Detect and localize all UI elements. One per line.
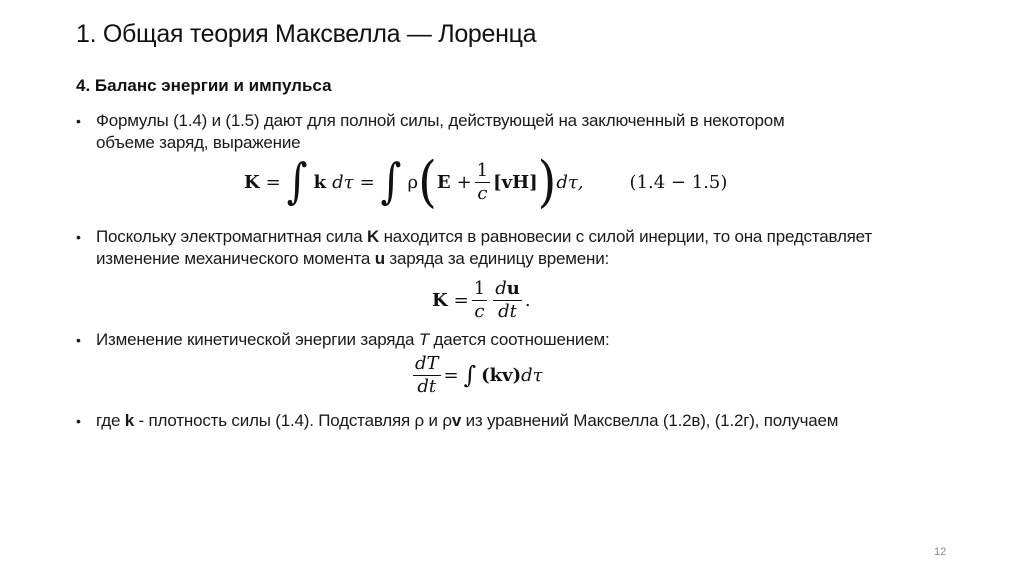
formula-symbol: dτ, [556, 171, 584, 193]
formula-symbol: k [313, 171, 327, 193]
equation-number: (1.4 − 1.5) [629, 171, 728, 193]
formula-kinetic-energy [410, 344, 543, 406]
bullet-marker: • [76, 332, 81, 348]
formula-symbol: = [453, 289, 469, 311]
fraction-denominator: c [474, 300, 485, 322]
fraction [493, 278, 522, 323]
bullet-text: где k - плотность силы (1.4). Подставляя ρ и ρv из уравнений Максвелла (1.2в), (1.2г), получаем [96, 411, 839, 430]
bullet-marker: • [76, 229, 81, 245]
left-paren: ( [418, 149, 437, 215]
fraction-denominator: dt [417, 375, 437, 397]
formula-symbol: dτ [332, 171, 354, 193]
bullet-marker: • [76, 113, 81, 129]
formula-symbol: dτ [521, 364, 543, 386]
fraction-numerator: dT [415, 352, 439, 374]
right-paren: ) [537, 149, 557, 215]
bullet-item-4 [76, 410, 876, 432]
integral-sign: ∫ [380, 154, 402, 210]
slide-title: 1. Общая теория Максвелла — Лоренца [76, 20, 537, 48]
bullet-marker: • [76, 413, 81, 429]
fraction-numerator: 1 [473, 277, 486, 299]
formula-symbol: ρ [407, 171, 419, 193]
formula-symbol: + [456, 171, 472, 193]
section-heading: 4. Баланс энергии и импульса [76, 76, 332, 95]
bullet-text: Формулы (1.4) и (1.5) дают для полной силы, действующей на заключенный в некотором объеме заряд, выражение [96, 111, 785, 152]
formula-symbol: K [432, 289, 448, 311]
integral-sign: ∫ [463, 361, 477, 389]
formula-symbol: [vH] [493, 171, 538, 193]
fraction-denominator: dt [498, 300, 517, 322]
fraction [475, 160, 490, 205]
fraction [413, 353, 441, 398]
bullet-text: Поскольку электромагнитная сила K находится в равновесии с силой инерции, то она представляет изменение механического момента u заряда за единицу времени: [96, 227, 872, 268]
page-number: 12 [934, 546, 947, 558]
formula-force-momentum [432, 273, 531, 327]
bullet-item-2 [76, 226, 876, 270]
fraction-denominator: c [477, 182, 488, 204]
formula-symbol: = [359, 171, 375, 193]
integral-sign: ∫ [286, 154, 308, 210]
formula-total-force [244, 149, 728, 215]
formula-symbol: = [265, 171, 281, 193]
fraction [472, 278, 487, 323]
formula-symbol: E [436, 171, 451, 193]
formula-symbol: K [244, 171, 260, 193]
formula-symbol: . [524, 289, 531, 311]
bullet-item-1 [76, 110, 836, 154]
formula-symbol: (kv) [481, 364, 522, 386]
fraction-numerator: du [495, 277, 520, 299]
fraction-numerator: 1 [476, 159, 489, 181]
formula-symbol: = [443, 364, 459, 386]
bullet-text: Изменение кинетической энергии заряда T дается соотношением: [96, 330, 610, 349]
